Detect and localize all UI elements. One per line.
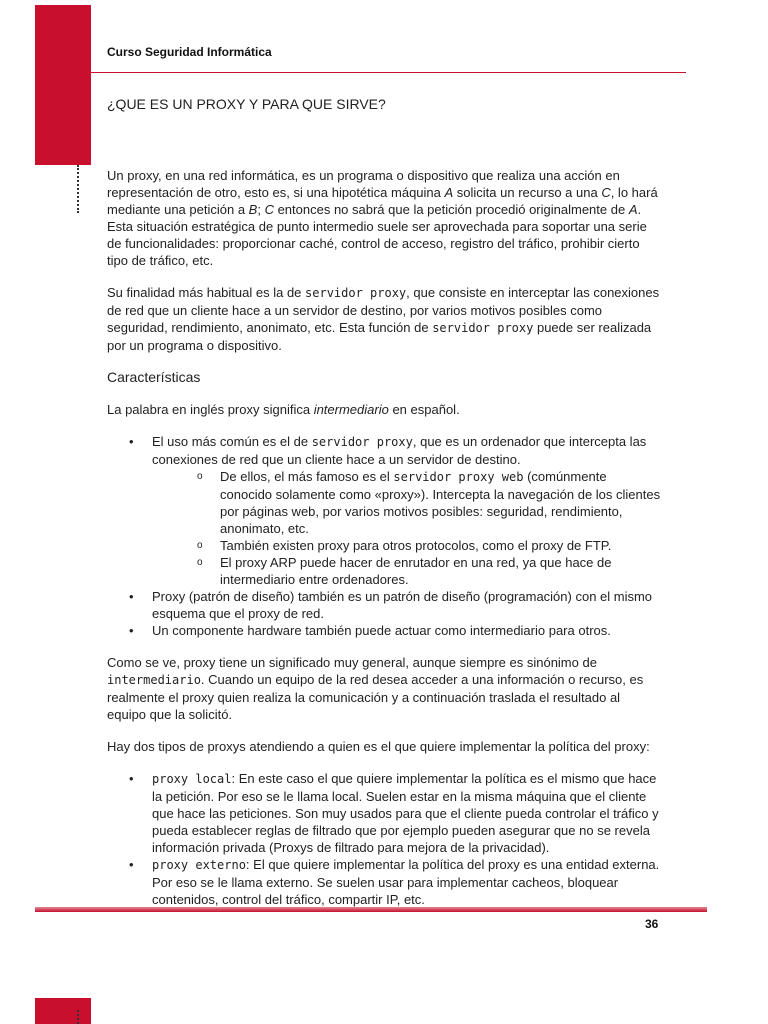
page-number: 36	[645, 917, 659, 931]
dotted-divider-next-page	[77, 1010, 79, 1024]
list-item: • proxy externo: El que quiere implementar la política del proxy es una entidad externa. Por eso se le llama externo. Se suelen usar para implementar cacheos, bloquear contenidos, control del tráfico, compartir IP, etc.	[129, 856, 662, 908]
characteristics-list	[107, 433, 662, 639]
characteristics-heading: Características	[107, 369, 201, 385]
red-side-bar-next-page	[35, 998, 91, 1024]
list-item: • proxy local: En este caso el que quiere implementar la política es el mismo que hace la petición. Por eso se le llama local. Suelen estar en la misma máquina que el cliente que hace las peticiones. Son muy usados para que el cliente pueda controlar el tráfico y pueda establecer reglas de filtrado que por ejemplo pueden asegurar que no se revela información privada (Proxys de filtrado para mejora de la privacidad).	[129, 770, 662, 856]
list-item: • Proxy (patrón de diseño) también es un patrón de diseño (programación) con el mismo esquema que el proxy de red.	[129, 588, 662, 622]
proxy-types-list	[107, 770, 662, 908]
intro-paragraph-2: Su finalidad más habitual es la de servidor proxy, que consiste en interceptar las conexiones de red que un cliente hace a un servidor de destino, por varios motivos posibles como seguridad, rendimiento, anonimato, etc. Esta función de servidor proxy puede ser realizada por un programa o dispositivo.	[107, 285, 660, 353]
footer-rule	[35, 907, 707, 912]
general-meaning-paragraph: Como se ve, proxy tiene un significado muy general, aunque siempre es sinónimo de intermediario. Cuando un equipo de la red desea acceder a una información o recurso, es realmente el proxy quien realiza la comunicación y a continuación traslada el resultado al equipo que la solicitó.	[107, 655, 644, 722]
dotted-divider	[77, 165, 79, 213]
proxy-meaning-paragraph: La palabra en inglés proxy significa intermediario en español.	[107, 402, 460, 417]
proxy-types-intro: Hay dos tipos de proxys atendiendo a quien es el que quiere implementar la política del proxy:	[107, 739, 650, 754]
sub-list	[152, 468, 662, 588]
course-title: Curso Seguridad Informática	[107, 45, 272, 59]
list-item: • El uso más común es el de servidor proxy, que es un ordenador que intercepta las conexiones de red que un cliente hace a un servidor de destino. o De ellos, el más famoso es el servidor proxy web (comúnmente conocido solamente como «proxy»). Intercepta la navegación de los clientes por páginas web, por varios motivos posibles: seguridad, rendimiento, anonimato, etc. o También existen proxy para otros protocolos, como el proxy de FTP. o El proxy ARP puede hacer de enrutador en una red, ya que hace de intermediario entre ordenadores.	[129, 433, 662, 588]
sub-list-item: o También existen proxy para otros protocolos, como el proxy de FTP.	[197, 537, 662, 554]
page-content	[107, 167, 662, 923]
sub-list-item: o De ellos, el más famoso es el servidor proxy web (comúnmente conocido solamente como «proxy»). Intercepta la navegación de los clientes por páginas web, por varios motivos posibles: seguridad, rendimiento, anonimato, etc.	[197, 468, 662, 537]
intro-paragraph-1: Un proxy, en una red informática, es un programa o dispositivo que realiza una acción en representación de otro, esto es, si una hipotética máquina A solicita un recurso a una C, lo hará mediante una petición a B; C entonces no sabrá que la petición procedió originalmente de A. Esta situación estratégica de punto intermedio suele ser aprovechada para soportar una serie de funcionalidades: proporcionar caché, control de acceso, registro del tráfico, prohibir cierto tipo de tráfico, etc.	[107, 168, 658, 268]
red-side-bar	[35, 5, 91, 165]
sub-list-item: o El proxy ARP puede hacer de enrutador en una red, ya que hace de intermediario entre ordenadores.	[197, 554, 662, 588]
list-item: • Un componente hardware también puede actuar como intermediario para otros.	[129, 622, 662, 639]
section-heading: ¿QUE ES UN PROXY Y PARA QUE SIRVE?	[107, 96, 386, 112]
header-rule	[91, 72, 686, 73]
